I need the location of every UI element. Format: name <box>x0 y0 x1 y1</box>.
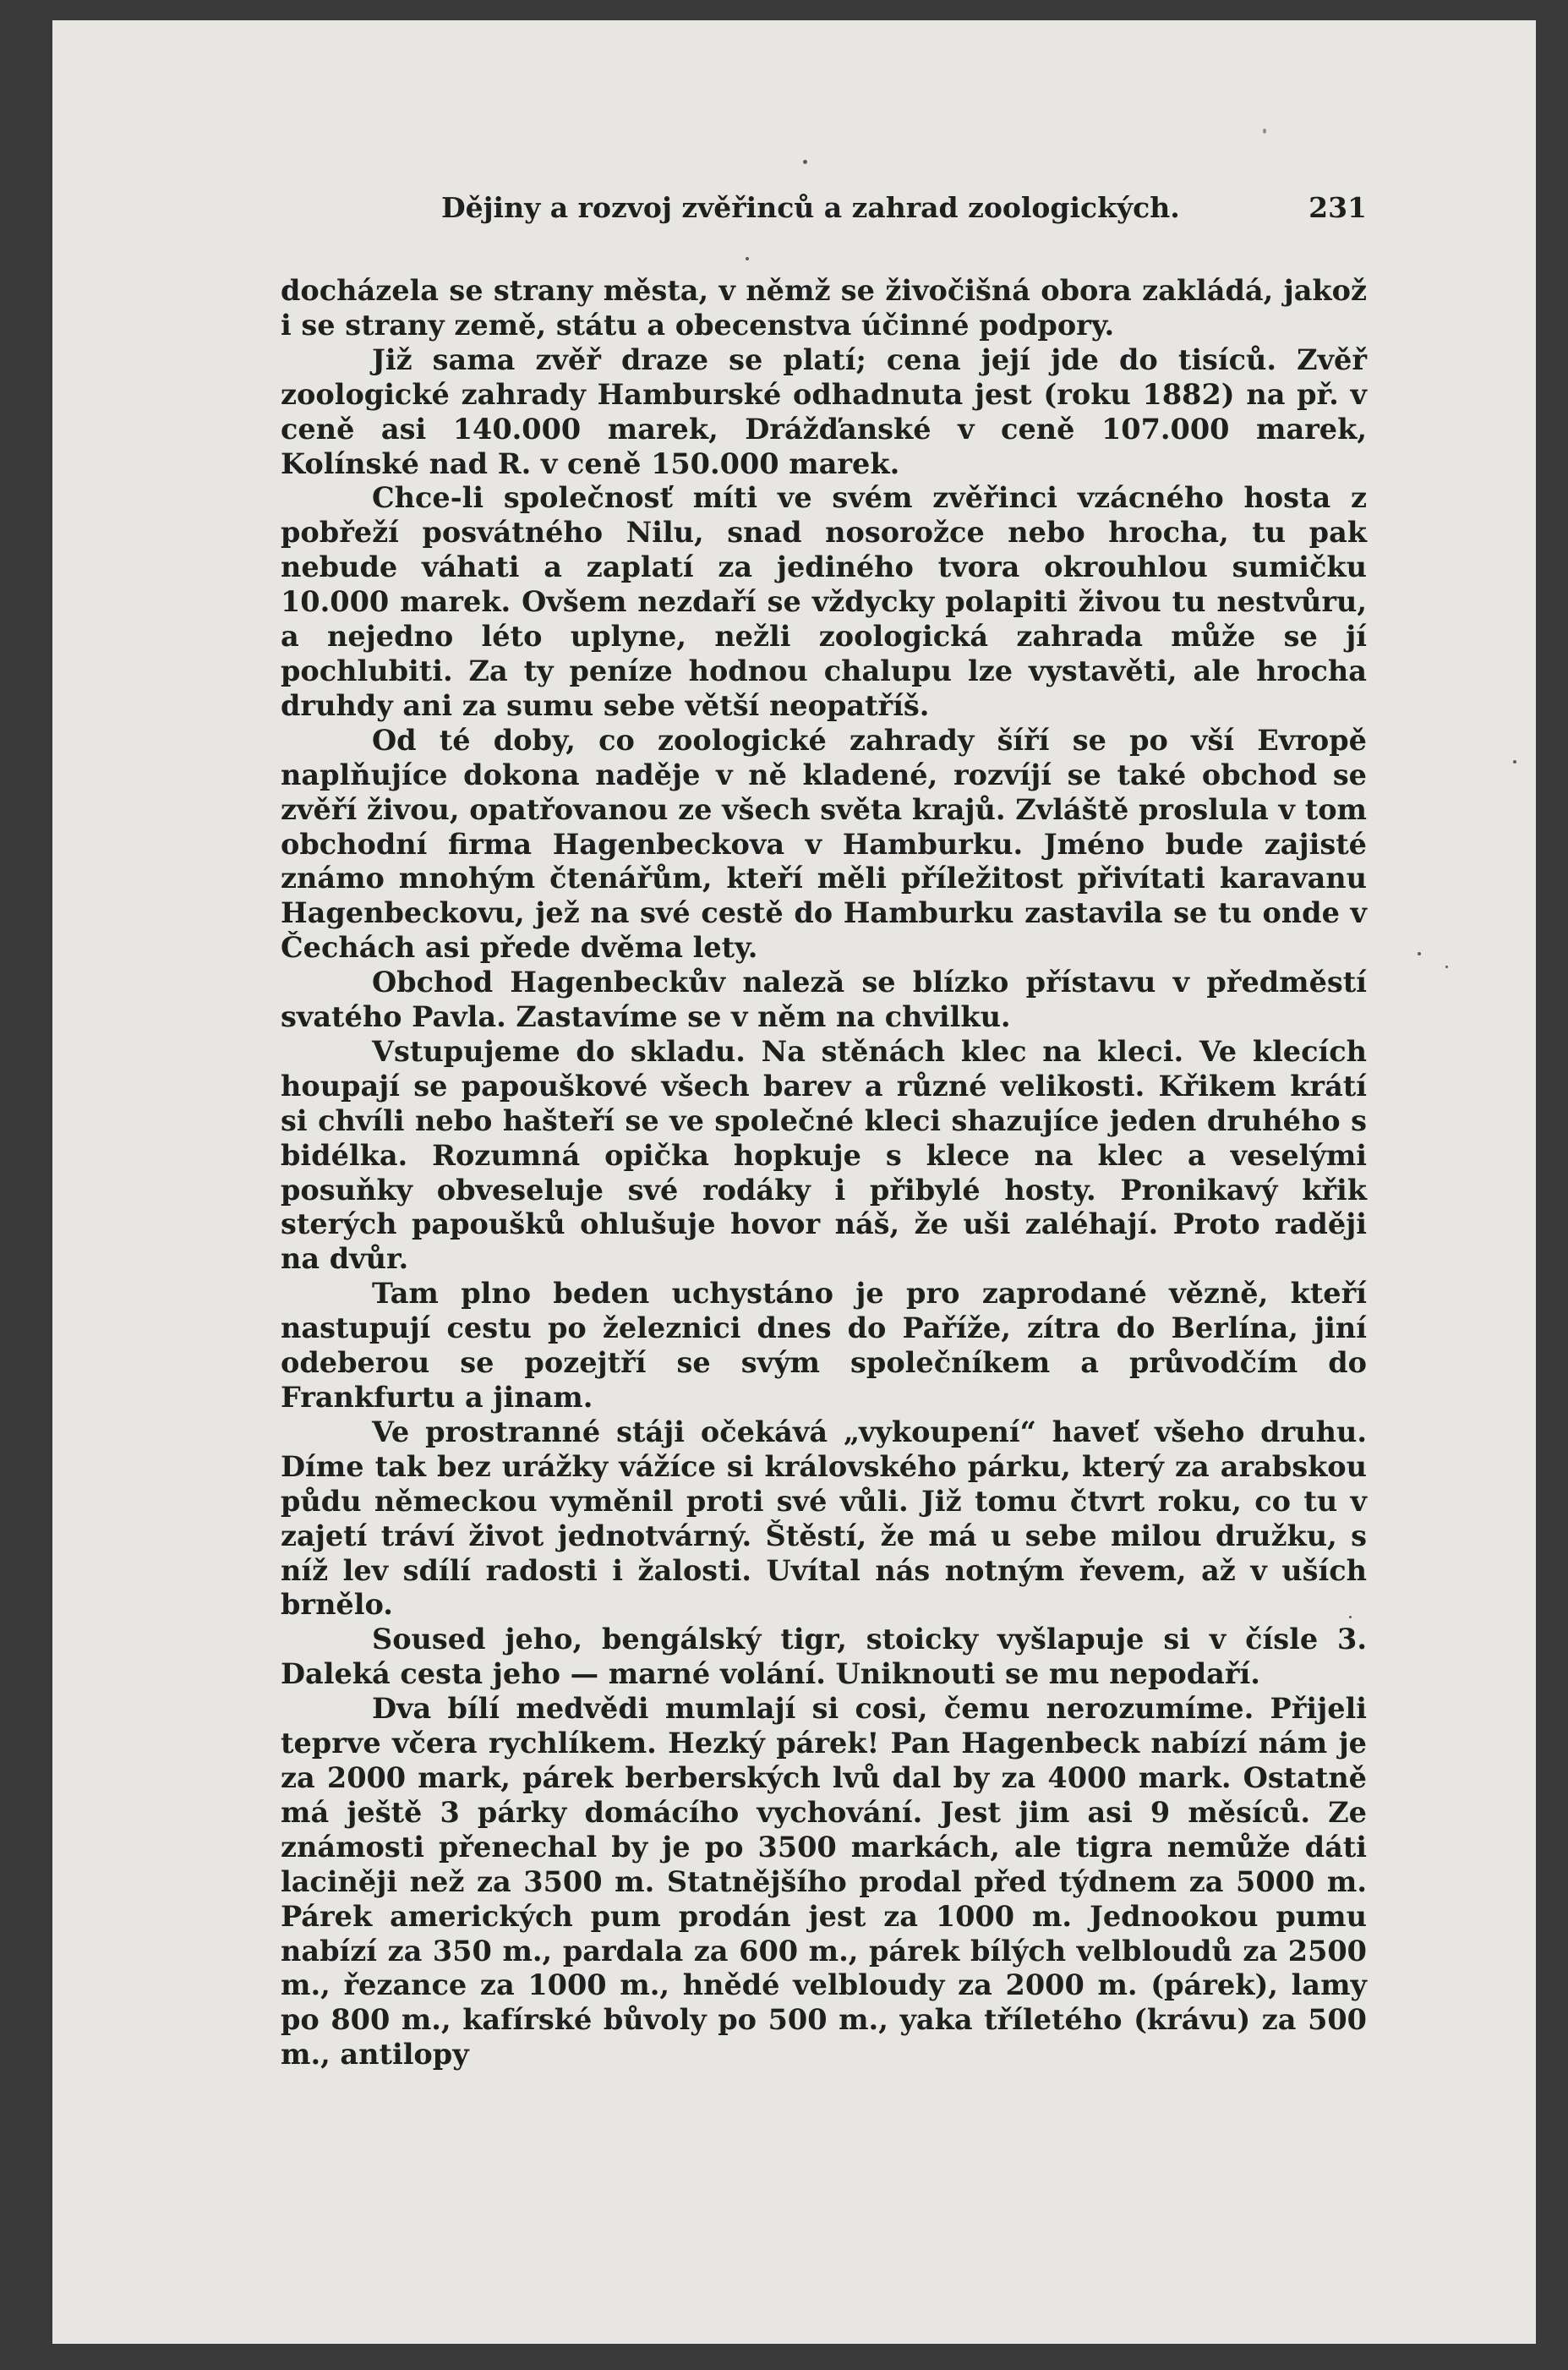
paragraph: Tam plno beden uchystáno je pro zaprodané vězně, kteří nastupují cestu po železnici dnes do Paříže, zítra do Berlína, jiní odeberou se pozejtří se svým společníkem a průvodčím do Frankfurtu a jinam. <box>281 1277 1367 1414</box>
page-speck <box>1445 966 1448 968</box>
page-header <box>281 172 1367 223</box>
book-page <box>52 20 1536 2344</box>
page-speck <box>1263 129 1266 134</box>
page-number: 231 <box>1308 191 1367 224</box>
paragraph: Dva bílí medvědi mumlají si cosi, čemu nerozumíme. Přijeli teprve včera rychlíkem. Hezký párek! Pan Hagenbeck nabízí nám je za 2000 mark, párek berberských lvů dal by za 4000 mark. Ostatně má ještě 3 párky domácího vychování. Jest jim asi 9 měsíců. Ze známosti přenechal by je po 3500 markách, ale tigra nemůže dáti laciněji než za 3500 m. Statnějšího prodal před týdnem za 5000 m. Párek amerických pum prodán jest za 1000 m. Jednookou pumu nabízí za 350 m., pardala za 600 m., párek bílých velbloudů za 2500 m., řezance za 1000 m., hnědé velbloudy za 2000 m. (párek), lamy po 800 m., kafírské bůvoly po 500 m., yaka tříletého (krávu) za 500 m., antilopy <box>281 1692 1367 2072</box>
paragraph: Soused jeho, bengálský tigr, stoicky vyšlapuje si v čísle 3. Daleká cesta jeho — marné volání. Uniknouti se mu nepodaří. <box>281 1623 1367 1691</box>
paragraph: Chce-li společnosť míti ve svém zvěřinci vzácného hosta z pobřeží posvátného Nilu, snad nosorožce nebo hrocha, tu pak nebude váhati a zaplatí za jediného tvora okrouhlou sumičku 10.000 marek. Ovšem nezdaří se vždycky polapiti živou tu nestvůru, a nejedno léto uplyne, nežli zoologická zahrada může se jí pochlubiti. Za ty peníze hodnou chalupu lze vystavěti, ale hrocha druhdy ani za sumu sebe větší neopatříš. <box>281 481 1367 722</box>
paragraph: docházela se strany města, v němž se živočišná obora zakládá, jakož i se strany země, státu a obecenstva účinné podpory. <box>281 274 1367 342</box>
page-speck <box>746 257 749 260</box>
paragraph: Od té doby, co zoologické zahrady šíří se po vší Evropě naplňujíce dokona naděje v ně kladené, rozvíjí se také obchod se zvěří živou, opatřovanou ze všech světa krajů. Zvláště proslula v tom obchodní firma Hagenbeckova v Hamburku. Jméno bude zajisté známo mnohým čtenářům, kteří měli příležitost přivítati karavanu Hagenbeckovu, jež na své cestě do Hamburku zastavila se tu onde v Čechách asi přede dvěma lety. <box>281 723 1367 965</box>
paragraph: Již sama zvěř draze se platí; cena její jde do tisíců. Zvěř zoologické zahrady Hamburské odhadnuta jest (roku 1882) na př. v ceně asi 140.000 marek, Drážďanské v ceně 107.000 marek, Kolínské nad R. v ceně 150.000 marek. <box>281 342 1367 480</box>
paragraph: Vstupujeme do skladu. Na stěnách klec na kleci. Ve klecích houpají se papouškové všech barev a různé velikosti. Křikem krátí si chvíli nebo hašteří se ve společné kleci shazujíce jeden druhého s bidélka. Rozumná opička hopkuje s klece na klec a veselými posuňky obveseluje své rodáky i přibylé hosty. Pronikavý křik sterých papoušků ohlušuje hovor náš, že uši zaléhají. Proto raději na dvůr. <box>281 1034 1367 1276</box>
body-text <box>281 274 1367 2072</box>
page-speck <box>1513 760 1516 764</box>
page-speck <box>1418 952 1421 955</box>
page-speck <box>803 160 807 164</box>
running-title: Dějiny a rozvoj zvěřinců a zahrad zoologických. <box>441 191 1180 224</box>
paragraph: Obchod Hagenbeckův naleză se blízko přístavu v předměstí svatého Pavla. Zastavíme se v něm na chvilku. <box>281 966 1367 1034</box>
paragraph: Ve prostranné stáji očekává „vykoupení“ haveť všeho druhu. Díme tak bez urážky vážíce si královského párku, který za arabskou půdu německou vyměnil proti své vůli. Již tomu čtvrt roku, co tu v zajetí tráví život jednotvárný. Štěstí, že má u sebe milou družku, s níž lev sdílí radosti i žalosti. Uvítal nás notným řevem, až v uších brnělo. <box>281 1415 1367 1622</box>
